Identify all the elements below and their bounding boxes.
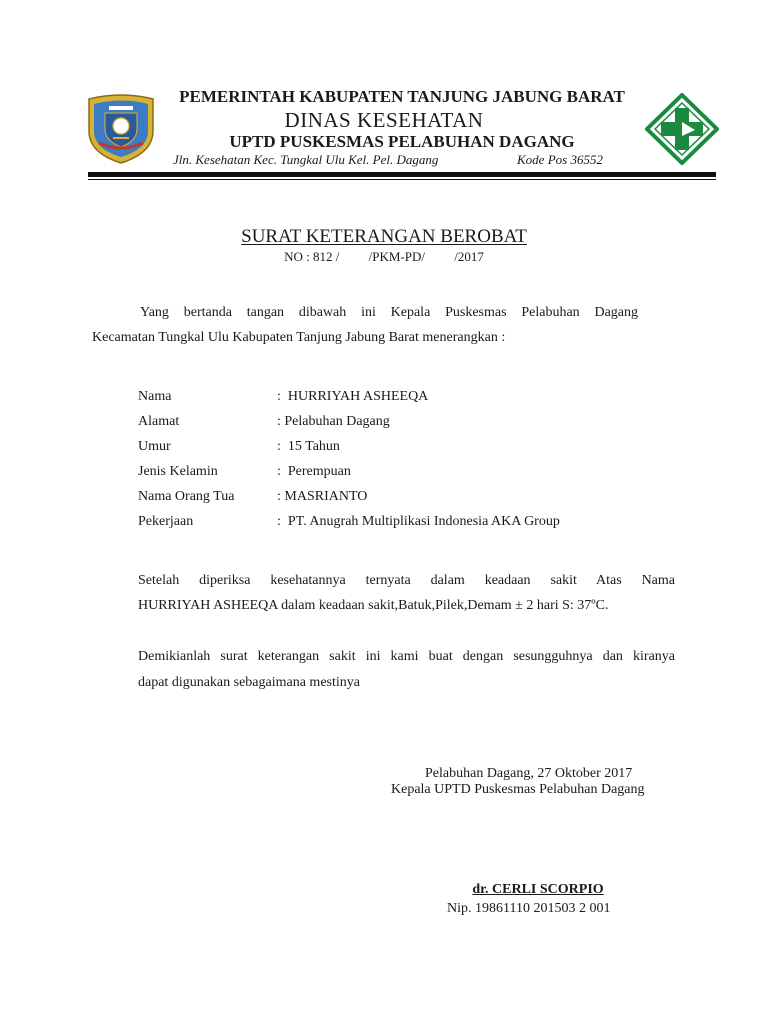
closing-line-2: dapat digunakan sebagaimana mestinya [138, 675, 360, 690]
field-value-gender: : Perempuan [277, 464, 351, 479]
finding-line-2: HURRIYAH ASHEEQA dalam keadaan sakit,Batuk,Pilek,Demam ± 2 hari S: 37ºC. [138, 598, 609, 613]
field-value-name: : HURRIYAH ASHEEQA [277, 389, 429, 404]
field-value-address: : Pelabuhan Dagang [277, 414, 390, 429]
closing-line-1: Demikianlah surat keterangan sakit ini kami buat dengan sesungguhnya dan kiranya [138, 649, 675, 664]
field-value-age: : 15 Tahun [277, 439, 340, 454]
signature-position: Kepala UPTD Puskesmas Pelabuhan Dagang [391, 782, 645, 797]
signature-place-date: Pelabuhan Dagang, 27 Oktober 2017 [425, 766, 633, 781]
field-label-occupation: Pekerjaan [138, 514, 194, 529]
field-label-age: Umur [138, 439, 171, 454]
field-label-name: Nama [138, 389, 172, 404]
field-label-address: Alamat [138, 414, 180, 429]
letterhead-department: DINAS KESEHATAN [284, 108, 484, 132]
letterhead-divider-thin [88, 179, 716, 180]
regency-crest-logo [83, 93, 159, 165]
letterhead-postal-code: Kode Pos 36552 [517, 152, 603, 167]
field-label-parent: Nama Orang Tua [138, 489, 235, 504]
intro-line-2: Kecamatan Tungkal Ulu Kabupaten Tanjung Jabung Barat menerangkan : [92, 330, 506, 345]
field-value-occupation: : PT. Anugrah Multiplikasi Indonesia AKA Group [277, 514, 560, 529]
letter-title: SURAT KETERANGAN BEROBAT [241, 226, 527, 247]
letterhead-address: Jln. Kesehatan Kec. Tungkal Ulu Kel. Pel. Dagang [173, 152, 439, 167]
puskesmas-cross-logo [645, 93, 719, 165]
letter-number: NO : 812 / /PKM-PD/ /2017 [284, 249, 484, 264]
signatory-name: dr. CERLI SCORPIO [472, 882, 604, 897]
finding-line-1: Setelah diperiksa kesehatannya ternyata dalam keadaan sakit Atas Nama [138, 573, 675, 588]
field-label-gender: Jenis Kelamin [138, 464, 218, 479]
letterhead-government: PEMERINTAH KABUPATEN TANJUNG JABUNG BARAT [179, 87, 625, 106]
intro-line-1: Yang bertanda tangan dibawah ini Kepala Puskesmas Pelabuhan Dagang [140, 305, 638, 320]
signatory-nip: Nip. 19861110 201503 2 001 [447, 901, 611, 916]
field-value-parent: : MASRIANTO [277, 489, 368, 504]
letterhead-divider-thick [88, 172, 716, 177]
letterhead-unit: UPTD PUSKESMAS PELABUHAN DAGANG [229, 132, 575, 151]
